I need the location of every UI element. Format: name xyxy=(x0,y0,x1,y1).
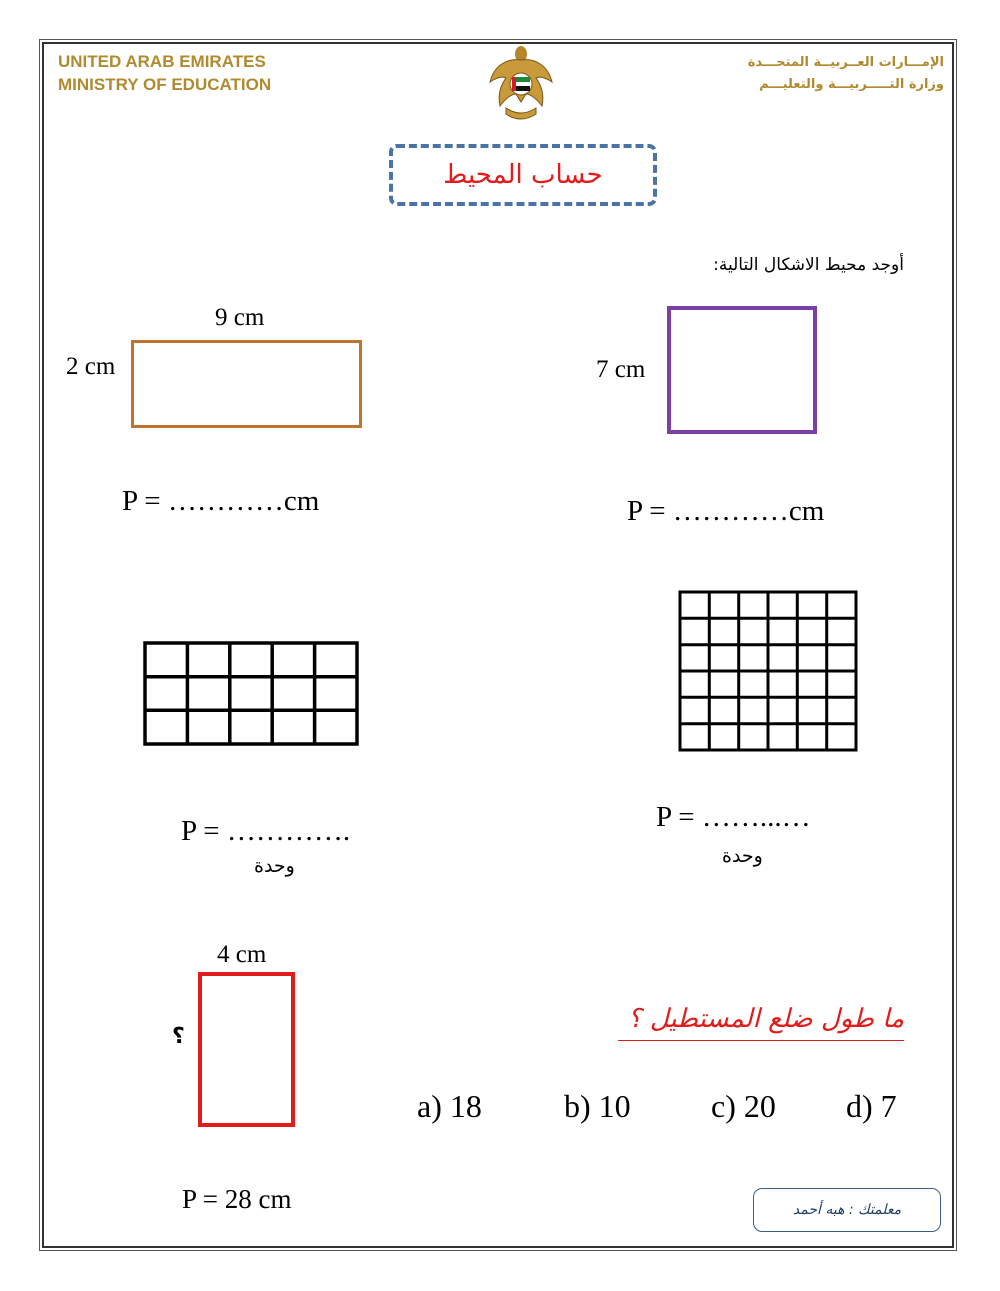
red-rectangle-side-unknown: ؟ xyxy=(172,1024,185,1049)
header-ministry-en: MINISTRY OF EDUCATION xyxy=(58,75,272,94)
uae-eagle-emblem-icon xyxy=(486,42,556,124)
rectangle-side-label: 2 cm xyxy=(66,353,116,380)
question-underline xyxy=(618,1040,904,1041)
header-country-en: UNITED ARAB EMIRATES xyxy=(58,52,266,71)
rectangle-top-label: 9 cm xyxy=(215,304,265,331)
grid-right-perimeter-blank: P = ……...… xyxy=(656,801,811,833)
purple-square-shape xyxy=(667,306,817,434)
grid-6x6-shape xyxy=(678,590,858,752)
instruction-text: أوجد محيط الاشكال التالية: xyxy=(713,255,904,275)
grid-right-unit: وحدة xyxy=(722,845,763,867)
red-rectangle-top-label: 4 cm xyxy=(217,941,267,968)
header-arabic xyxy=(748,52,944,96)
header-english xyxy=(58,50,271,96)
red-rectangle-shape xyxy=(198,972,295,1127)
header-ministry-ar: وزارة التـــــربيـــة والتعليـــم xyxy=(759,77,944,92)
header-country-ar: الإمـــارات العــربيــة المتحـــدة xyxy=(747,55,944,70)
title-box xyxy=(389,144,657,206)
choice-a: a) 18 xyxy=(417,1088,482,1124)
teacher-name: معلمتك : هبه أحمد xyxy=(792,1202,902,1218)
choice-b: b) 10 xyxy=(564,1088,631,1124)
grid-3x5-shape xyxy=(143,641,359,746)
rectangle-perimeter-blank: P = …………cm xyxy=(122,485,320,517)
grid-left-unit: وحدة xyxy=(254,855,295,877)
choice-d: d) 7 xyxy=(846,1088,897,1124)
square-perimeter-blank: P = …………cm xyxy=(627,495,825,527)
page-title: حساب المحيط xyxy=(443,160,603,190)
square-side-label: 7 cm xyxy=(596,356,646,383)
red-rectangle-perimeter: P = 28 cm xyxy=(182,1184,292,1214)
grid-left-perimeter-blank: P = …………. xyxy=(181,815,351,847)
teacher-name-box xyxy=(753,1188,941,1232)
orange-rectangle-shape xyxy=(131,340,362,428)
choice-c: c) 20 xyxy=(711,1088,776,1124)
question-text: ما طول ضلع المستطيل ؟ xyxy=(627,1004,904,1034)
